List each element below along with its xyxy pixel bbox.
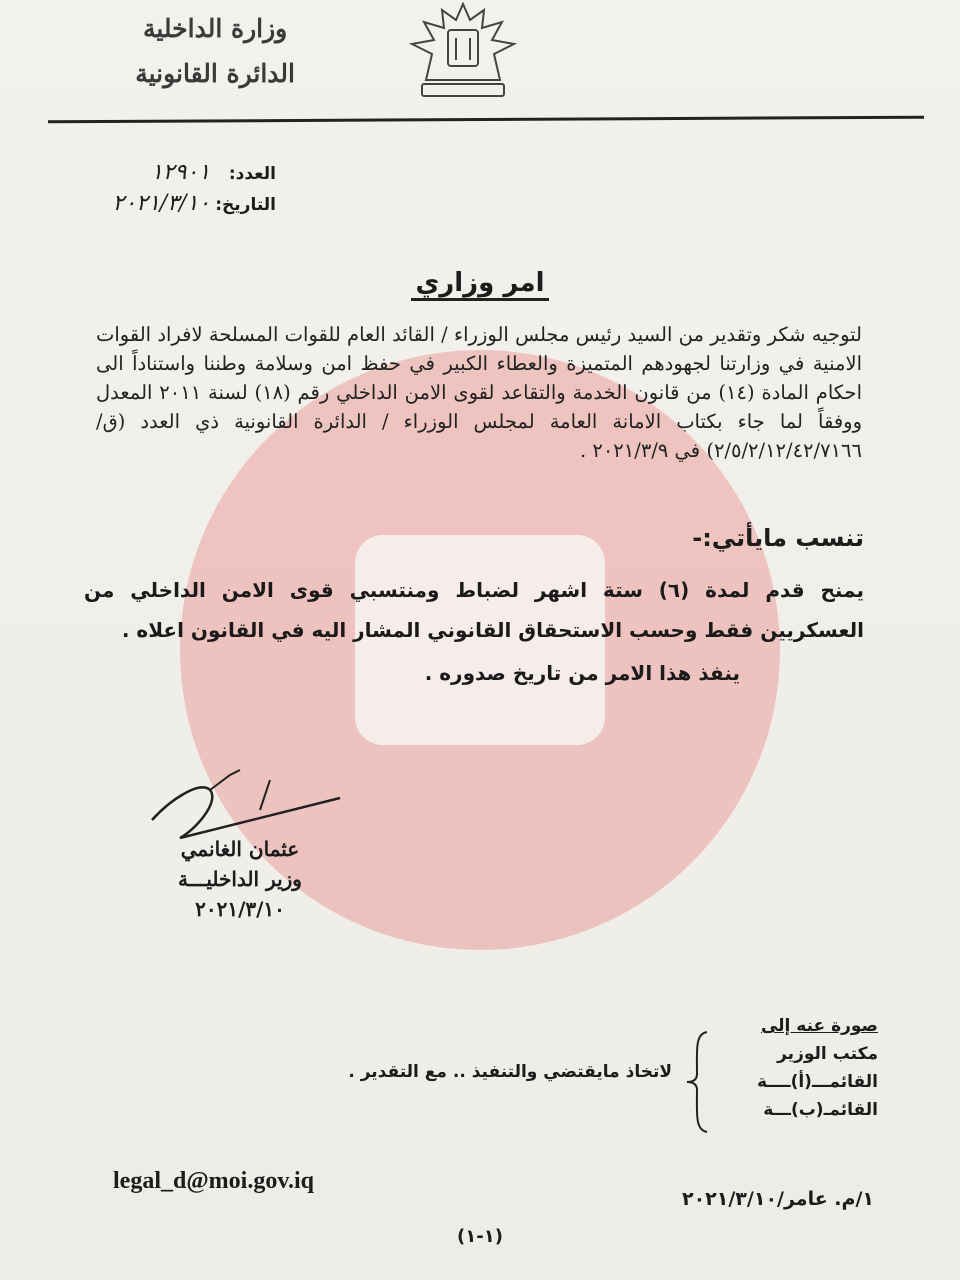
signatory-title: وزير الداخليـــة (178, 867, 302, 891)
document-title (0, 268, 960, 298)
number-row (113, 158, 276, 189)
page-number: (١-١) (457, 1226, 503, 1247)
title-text: امر وزاري (411, 268, 548, 301)
reference-meta (113, 158, 276, 220)
copy-to-item: القائمـ(ب)ـــة (763, 1100, 878, 1120)
date-row (113, 189, 276, 220)
department-email: legal_d@moi.gov.iq (113, 1168, 315, 1194)
order-body: لتوجيه شكر وتقدير من السيد رئيس مجلس الوزراء / القائد العام للقوات المسلحة لافراد القوات الامنية في وزارتنا لجهودهم المتميزة والعطاء الكبير في حفظ امن وسلامة وطننا واستناداً الى احكام المادة (١٤) من قانون الخدمة والتقاعد لقوى الامن الداخلي رقم (١٨) لسنة ٢٠١١ المعدل ووفقاً لما جاء بكتاب الامانة العامة لمجلس الوزراء / الدائرة القانونية ذي العدد (ق/٢/٥/٢/١٢/٤٢/٧١٦٦) في ٢٠٢١/٣/٩ . (96, 323, 862, 462)
decree-article-2: ينفذ هذا الامر من تاريخ صدوره . (424, 661, 740, 685)
copy-to-block (757, 1012, 878, 1124)
copy-to-title: صورة عنه إلى (760, 1016, 878, 1036)
decree-article-1: يمنح قدم لمدة (٦) ستة اشهر لضباط ومنتسبي قوى الامن الداخلي من العسكريين فقط وحسب الاستحقاق القانوني المشار اليه في القانون اعلاه . (84, 578, 864, 642)
signatory-block (130, 834, 350, 924)
brace-icon (685, 1030, 713, 1134)
signatory-name: عثمان الغانمي (180, 837, 300, 861)
date-label: التاريخ: (215, 195, 276, 215)
number-label: العدد: (228, 164, 276, 184)
letterhead (135, 14, 295, 88)
signatory-date: ٢٠٢١/٣/١٠ (195, 897, 285, 921)
copy-to-item: مكتب الوزير (777, 1044, 878, 1064)
header-rule (48, 116, 924, 124)
date-value: ٢٠٢١/٣/١٠ (112, 191, 211, 216)
action-note: لاتخاذ مايقتضي والتنفيذ .. مع التقدير . (348, 1062, 672, 1082)
copy-to-item: القائمـــ(أ)ــــة (757, 1072, 878, 1092)
number-value: ١٢٩٠١ (150, 160, 211, 185)
iraq-emblem-icon (404, 0, 522, 102)
decree-heading: تنسب مايأتي:- (692, 524, 864, 552)
ministry-name: وزارة الداخلية (142, 14, 288, 43)
department-name: الدائرة القانونية (135, 59, 295, 88)
typist-reference: ١/م. عامر/٢٠٢١/٣/١٠ (681, 1188, 874, 1210)
